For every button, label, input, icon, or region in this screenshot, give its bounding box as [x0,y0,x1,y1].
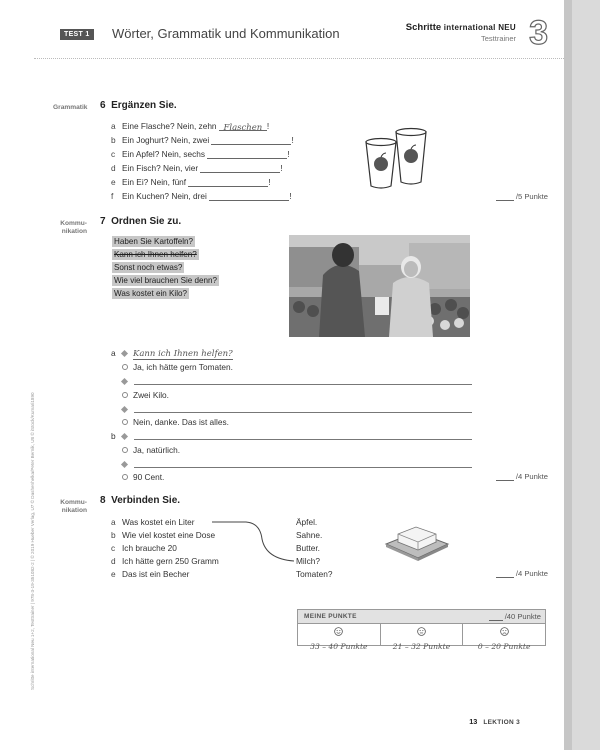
test-badge: TEST 1 [60,29,94,40]
section-6-heading [100,100,177,111]
dialogue-b-line-4: 90 Cent. [121,472,164,482]
s6-answer-f[interactable] [209,192,289,201]
score-box-label: MEINE PUNKTE [304,613,357,620]
s8-right-4[interactable]: Milch? [296,556,320,566]
s8-right-3[interactable]: Butter. [296,543,320,553]
section-6-title: Ergänzen Sie. [111,100,177,111]
score-box-total: /40 Punkte [489,612,541,621]
s8-left-b[interactable]: b Wie viel kostet eine Dose [111,530,216,540]
section-7-heading [100,216,181,227]
dialogue-a-blank-2[interactable] [134,412,472,413]
s7-points-field[interactable] [496,472,514,481]
dialogue-a-line-3 [121,376,133,386]
section-6-number: 6 [100,100,106,111]
page-footer [469,717,520,726]
phrase-4: Wie viel brauchen Sie denn? [114,276,218,285]
score-box-header [298,610,545,624]
dialogue-b-line-2: Ja, natürlich. [121,445,180,455]
s6-answer-b[interactable] [211,136,291,145]
s6-answer-d[interactable] [200,164,280,173]
dialogue-a-line-6: Nein, danke. Das ist alles. [121,417,229,427]
section-8-number: 8 [100,495,106,506]
example-connecting-line [210,515,300,565]
s6-item-b: b Ein Joghurt? Nein, zwei ! [111,135,294,145]
market-photo [289,235,470,337]
s8-left-e[interactable]: e Das ist ein Becher [111,569,190,579]
section-8-heading [100,495,180,506]
diamond-bullet-icon [121,461,128,468]
s6-answer-a[interactable]: Flaschen [219,122,267,131]
s6-item-a: a Eine Flasche? Nein, zehn Flaschen ! [111,121,270,133]
phrase-5: Was kostet ein Kilo? [114,289,188,298]
dialogue-b-line-3 [121,459,133,469]
header-divider [34,58,564,59]
s6-item-f: f Ein Kuchen? Nein, drei ! [111,191,292,201]
neutral-face-icon [417,627,426,636]
score-box [297,609,546,651]
s8-left-a[interactable]: a Was kostet ein Liter [111,517,195,527]
circle-bullet-icon [122,392,128,398]
dialogue-b-line-1: b [111,431,133,441]
dialogue-a-line-5 [121,404,133,414]
brand-sub: Testtrainer [480,34,516,43]
range-medium: 21 – 32 Punkte [381,624,464,646]
diamond-bullet-icon [121,350,128,357]
s6-points-field[interactable] [496,192,514,201]
section-6-label: Grammatik [53,104,88,111]
phrase-1: Haben Sie Kartoffeln? [114,237,194,246]
dialogue-a-blank-1[interactable] [134,384,472,385]
section-8-title: Verbinden Sie. [111,495,181,506]
s8-right-5[interactable]: Tomaten? [296,569,333,579]
dialogue-b-blank-2[interactable] [134,467,472,468]
circle-bullet-icon [122,364,128,370]
brand-rest: international NEU [443,23,516,32]
s6-answer-e[interactable] [188,178,268,187]
section-7-label: Kommu- nikation [60,220,87,236]
butter-illustration [384,522,450,562]
yogurt-cups-illustration [360,124,434,190]
brand-main: Schritte [405,22,442,33]
dialogue-a-example: Kann ich Ihnen helfen? [133,349,233,359]
phrase-2-struck: Kann ich Ihnen helfen? [114,250,197,259]
dialogue-a-line-1: a Kann ich Ihnen helfen? [111,348,233,359]
diamond-bullet-icon [121,378,128,385]
circle-bullet-icon [122,419,128,425]
s8-left-c[interactable]: c Ich brauche 20 [111,543,177,553]
s7-points: /4 Punkte [496,472,548,481]
happy-face-icon [334,627,343,636]
s8-right-2[interactable]: Sahne. [296,530,323,540]
range-low: 0 – 20 Punkte [463,624,545,646]
phrase-3: Sonst noch etwas? [114,263,183,272]
lesson-label: LEKTION 3 [483,719,520,726]
s6-item-d: d Ein Fisch? Nein, vier ! [111,163,283,173]
s6-item-e: e Ein Ei? Nein, fünf ! [111,177,271,187]
circle-bullet-icon [122,447,128,453]
s6-item-c: c Ein Apfel? Nein, sechs ! [111,149,290,159]
s8-points: /4 Punkte [496,569,548,578]
circle-bullet-icon [122,474,128,480]
margin-copyright: Schritte international Neu 1+2, Testtrainer | 978-3-19-351082-2 | © 2019 Hueber Verlag, U7 © Dashenhelka/Peter Bernik, U8 © iStock/Kumari1890 [30,392,35,690]
dialogue-b-blank-1[interactable] [134,439,472,440]
s8-points-field[interactable] [496,569,514,578]
dialogue-a-line-4: Zwei Kilo. [121,390,169,400]
section-7-number: 7 [100,216,106,227]
s8-right-1[interactable]: Äpfel. [296,517,318,527]
unit-number: 3 [529,14,548,52]
s8-left-d[interactable]: d Ich hätte gern 250 Gramm [111,556,219,566]
s6-answer-c[interactable] [207,150,287,159]
score-ranges [298,624,545,651]
brand-block [406,22,516,43]
diamond-bullet-icon [121,406,128,413]
section-7-title: Ordnen Sie zu. [111,216,182,227]
total-points-field[interactable] [489,613,503,621]
s6-points: /5 Punkte [496,192,548,201]
page-title: Wörter, Grammatik und Kommunikation [112,26,340,41]
page-number: 13 [469,717,478,726]
section-8-label: Kommu- nikation [60,499,87,515]
diamond-bullet-icon [121,433,128,440]
page-header [60,14,550,52]
dialogue-a-line-2: Ja, ich hätte gern Tomaten. [121,362,233,372]
sad-face-icon [500,627,509,636]
page-edge-strip [564,0,600,750]
range-good: 33 – 40 Punkte [298,624,381,646]
